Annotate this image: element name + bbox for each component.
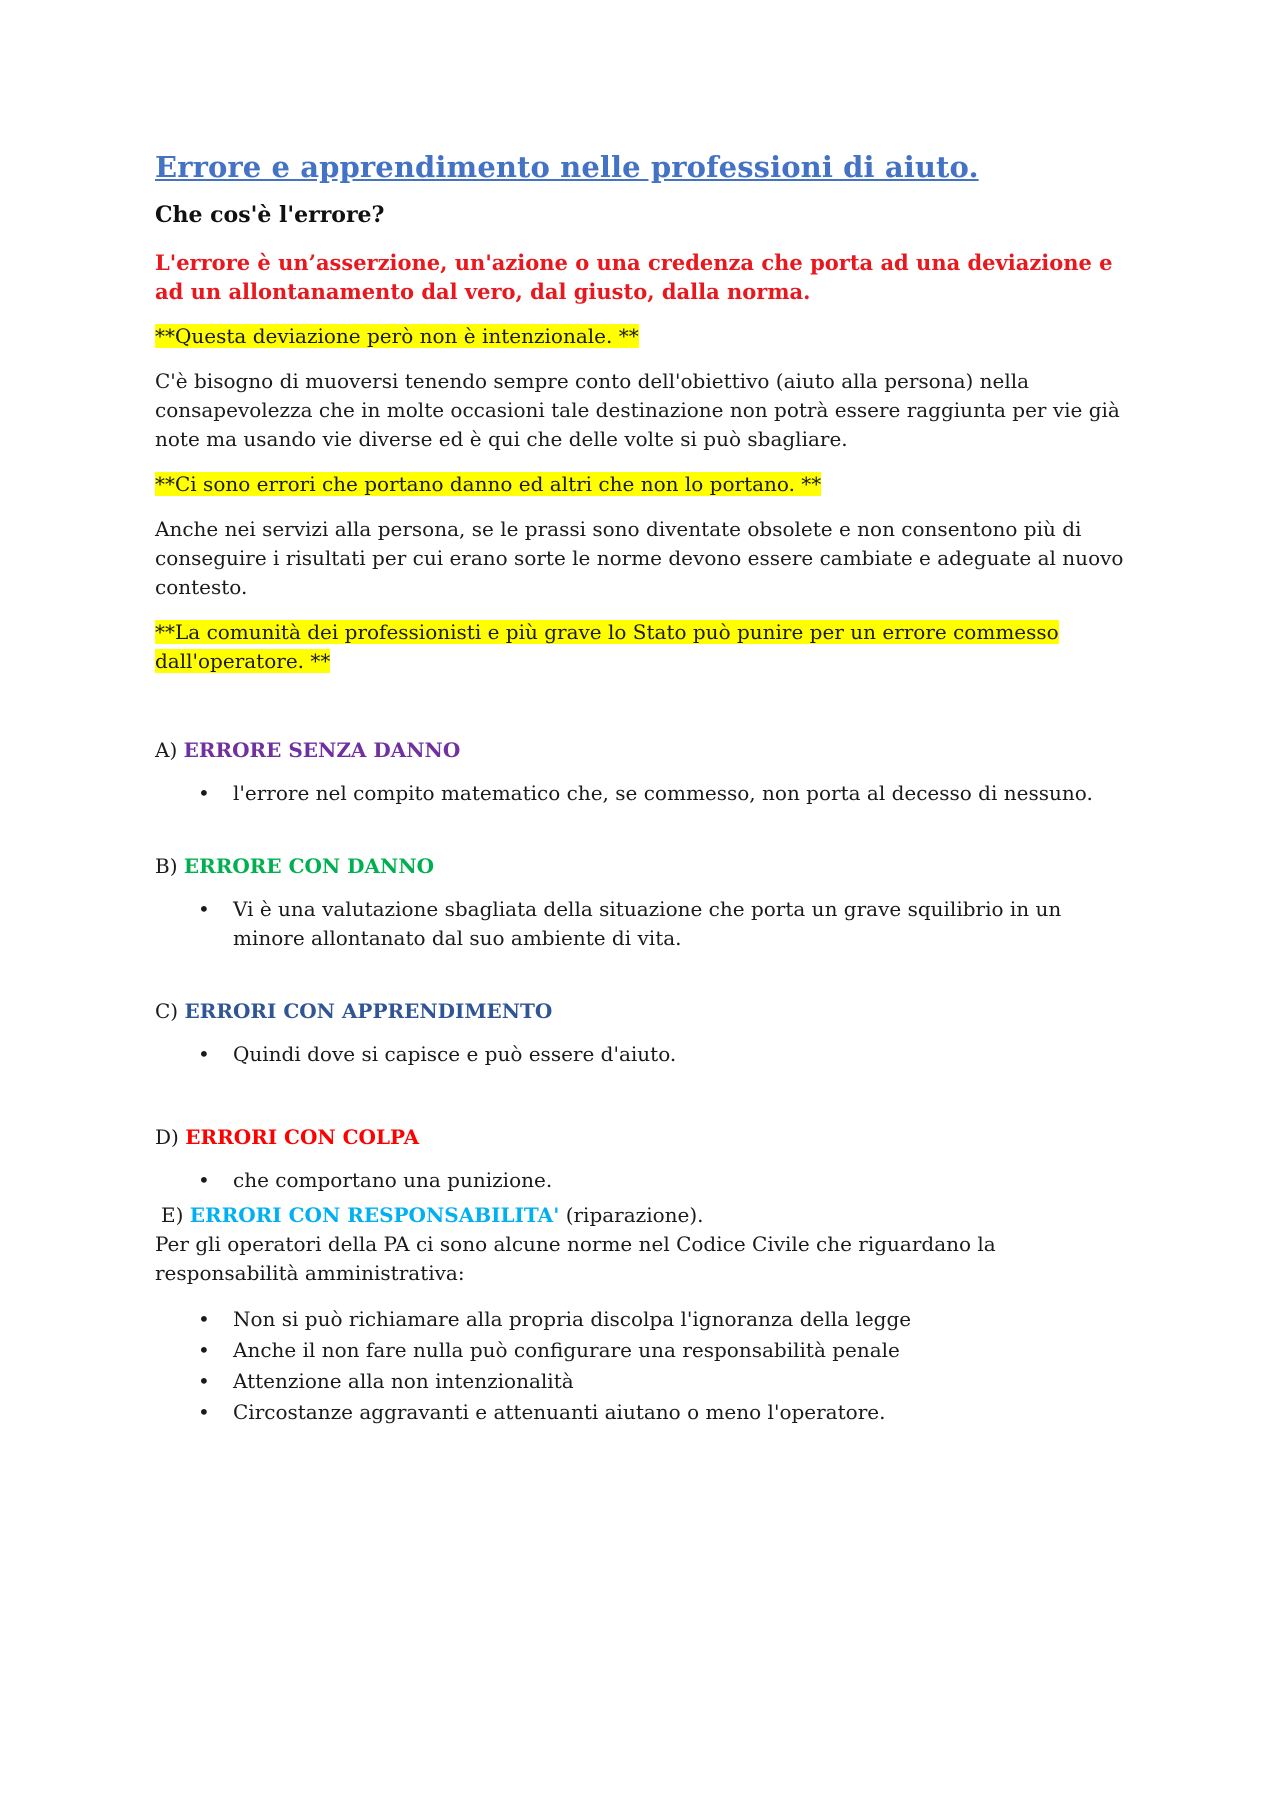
list-item xyxy=(155,1366,1130,1397)
list-item-text: Circostanze aggravanti e attenuanti aiutano o meno l'operatore. xyxy=(233,1400,886,1424)
section-b-list xyxy=(155,895,1130,953)
section-title: ERRORE CON DANNO xyxy=(183,854,435,878)
list-item-text: Vi è una valutazione sbagliata della situazione che porta un grave squilibrio in un minore allontanato dal suo ambiente di vita. xyxy=(233,897,1062,950)
section-b-heading xyxy=(155,852,1130,881)
section-suffix: (riparazione). xyxy=(565,1203,704,1227)
section-title: ERRORI CON RESPONSABILITA' xyxy=(189,1203,560,1227)
list-item xyxy=(155,1304,1130,1335)
list-item xyxy=(155,1335,1130,1366)
bullet-icon: • xyxy=(198,1168,210,1192)
bullet-icon: • xyxy=(198,1338,210,1362)
norms-list xyxy=(155,1304,1130,1428)
document-body xyxy=(155,150,1130,1428)
section-letter: A) xyxy=(155,738,184,762)
list-item-text: Quindi dove si capisce e può essere d'aiuto. xyxy=(233,1042,677,1066)
list-item-text: l'errore nel compito matematico che, se commesso, non porta al decesso di nessuno. xyxy=(233,781,1093,805)
body-paragraph-2: Anche nei servizi alla persona, se le prassi sono diventate obsolete e non consentono più di conseguire i risultati per cui erano sorte le norme devono essere cambiate e adeguate al nuovo contesto. xyxy=(155,517,1124,599)
list-item xyxy=(155,779,1130,808)
question-heading: Che cos'è l'errore? xyxy=(155,202,385,228)
section-title: ERRORI CON COLPA xyxy=(185,1125,420,1149)
bullet-icon: • xyxy=(198,1369,210,1393)
section-a-list xyxy=(155,779,1130,808)
section-a-heading xyxy=(155,736,1130,765)
section-d-heading xyxy=(155,1123,1130,1152)
body-paragraph-1: C'è bisogno di muoversi tenendo sempre conto dell'obiettivo (aiuto alla persona) nella consapevolezza che in molte occasioni tale destinazione non potrà essere raggiunta per vie già note ma usando vie diverse ed è qui che delle volte si può sbagliare. xyxy=(155,369,1120,451)
section-letter: C) xyxy=(155,999,185,1023)
document-title: Errore e apprendimento nelle professioni di aiuto. xyxy=(155,150,979,184)
section-letter: B) xyxy=(155,854,184,878)
bullet-icon: • xyxy=(198,1400,210,1424)
section-letter: D) xyxy=(155,1125,186,1149)
highlight-paragraph-2 xyxy=(155,470,1130,499)
section-title: ERRORE SENZA DANNO xyxy=(183,738,461,762)
list-item-text: Attenzione alla non intenzionalità xyxy=(233,1369,574,1393)
bullet-icon: • xyxy=(198,897,210,921)
highlighted-text: **La comunità dei professionisti e più grave lo Stato può punire per un errore commesso dall'operatore. ** xyxy=(155,620,1059,673)
list-item xyxy=(155,1040,1130,1069)
section-c-list xyxy=(155,1040,1130,1069)
section-d-list xyxy=(155,1166,1130,1195)
highlight-paragraph-1 xyxy=(155,322,1130,351)
bullet-icon: • xyxy=(198,781,210,805)
list-item-text: Anche il non fare nulla può configurare una responsabilità penale xyxy=(233,1338,900,1362)
highlight-paragraph-3 xyxy=(155,618,1130,676)
list-item xyxy=(155,1397,1130,1428)
section-e-heading xyxy=(161,1201,1130,1230)
section-c-heading xyxy=(155,997,1130,1026)
section-letter: E) xyxy=(161,1203,190,1227)
error-definition: L'errore è un’asserzione, un'azione o una credenza che porta ad una deviazione e ad un allontanamento dal vero, dal giusto, dalla norma. xyxy=(155,250,1113,304)
list-item-text: che comportano una punizione. xyxy=(233,1168,553,1192)
section-title: ERRORI CON APPRENDIMENTO xyxy=(184,999,553,1023)
list-item xyxy=(155,895,1130,953)
highlighted-text: **Questa deviazione però non è intenzionale. ** xyxy=(155,324,639,348)
highlighted-text: **Ci sono errori che portano danno ed altri che non lo portano. ** xyxy=(155,472,822,496)
bullet-icon: • xyxy=(198,1307,210,1331)
norms-intro: Per gli operatori della PA ci sono alcune norme nel Codice Civile che riguardano la responsabilità amministrativa: xyxy=(155,1232,996,1285)
list-item xyxy=(155,1166,1130,1195)
bullet-icon: • xyxy=(198,1042,210,1066)
list-item-text: Non si può richiamare alla propria discolpa l'ignoranza della legge xyxy=(233,1307,912,1331)
